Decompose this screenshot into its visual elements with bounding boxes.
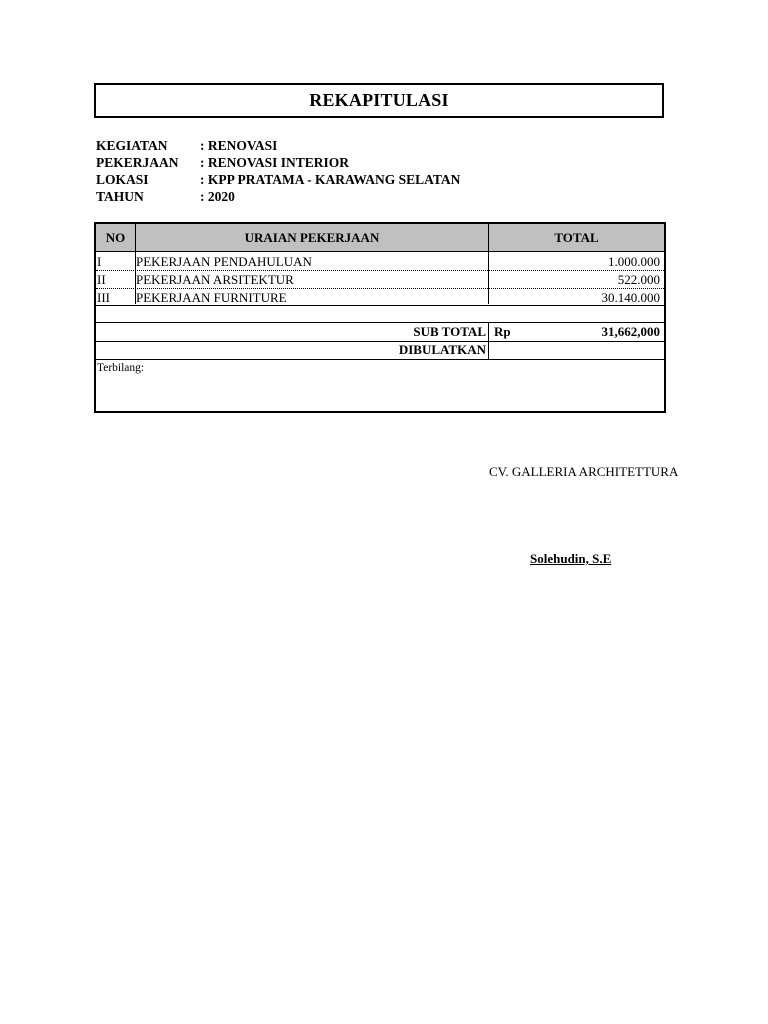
table-row xyxy=(96,289,664,306)
meta-row-lokasi xyxy=(96,171,460,188)
meta-label: LOKASI xyxy=(96,172,149,187)
table-header xyxy=(96,224,664,252)
table-row xyxy=(96,271,664,288)
subtotal-label: SUB TOTAL xyxy=(413,324,486,339)
table-row xyxy=(96,253,664,270)
row-total: 522.000 xyxy=(617,272,660,287)
row-no: III xyxy=(97,290,110,305)
signer-name: Solehudin, S.E xyxy=(530,551,612,566)
meta-label: TAHUN xyxy=(96,189,144,204)
row-total: 30.140.000 xyxy=(601,290,660,305)
header-desc: URAIAN PEKERJAAN xyxy=(244,230,380,245)
row-desc: PEKERJAAN FURNITURE xyxy=(136,290,287,305)
meta-label: KEGIATAN xyxy=(96,138,168,153)
row-divider xyxy=(96,359,664,360)
meta-value: : KPP PRATAMA - KARAWANG SELATAN xyxy=(200,172,461,187)
meta-row-kegiatan xyxy=(96,137,460,154)
row-no: I xyxy=(97,254,102,269)
meta-row-pekerjaan xyxy=(96,154,460,171)
row-total: 1.000.000 xyxy=(608,254,660,269)
row-desc: PEKERJAAN ARSITEKTUR xyxy=(136,272,294,287)
header-no: NO xyxy=(105,230,126,245)
meta-value: : RENOVASI xyxy=(200,138,278,153)
row-divider xyxy=(96,341,664,342)
rounded-label: DIBULATKAN xyxy=(398,342,486,357)
header-total: TOTAL xyxy=(554,230,599,245)
meta-value: : 2020 xyxy=(200,189,235,204)
row-desc: PEKERJAAN PENDAHULUAN xyxy=(136,254,312,269)
row-divider xyxy=(96,305,664,306)
project-info xyxy=(96,137,460,205)
row-no: II xyxy=(97,272,106,287)
currency-label: Rp xyxy=(494,324,511,339)
row-divider xyxy=(96,322,664,323)
meta-label: PEKERJAAN xyxy=(96,155,179,170)
meta-row-tahun xyxy=(96,188,460,205)
company-name: CV. GALLERIA ARCHITETTURA xyxy=(489,464,679,479)
meta-value: : RENOVASI INTERIOR xyxy=(200,155,350,170)
subtotal-value: 31,662,000 xyxy=(601,324,660,339)
recap-table xyxy=(94,222,666,413)
terbilang-label: Terbilang: xyxy=(97,362,145,374)
document-title: REKAPITULASI xyxy=(94,83,664,118)
